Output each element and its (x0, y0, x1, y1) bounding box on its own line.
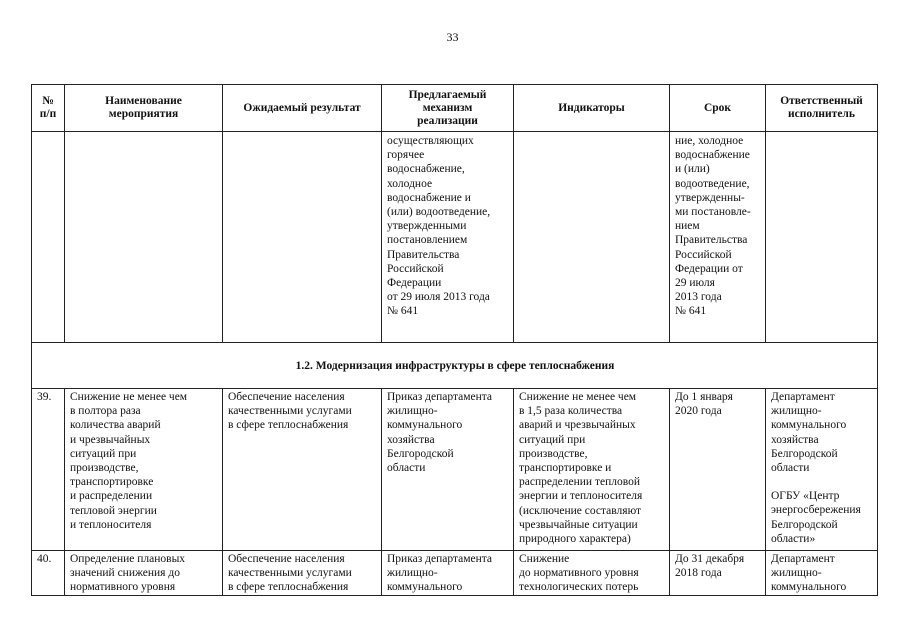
cell-indicators (514, 132, 670, 343)
cell-deadline: ние, холодное водоснабжение и (или) водоотведение, утвержденны- ми постановле- нием Правительства Российской Федерации от 29 июля 2013 года № 641 (670, 132, 766, 343)
cell-indicators: Снижение не менее чем в 1,5 раза количества аварий и чрезвычайных ситуаций при производстве, транспортировке и распределении тепловой энергии и теплоносителя (исключение составляют чрезвычайные ситуации природного характера) (514, 389, 670, 551)
cell-name (65, 132, 223, 343)
table-row (32, 389, 878, 551)
cell-result (223, 132, 382, 343)
page-number: 33 (446, 30, 459, 44)
cell-num (32, 132, 65, 343)
cell-executor (766, 389, 878, 551)
cell-mechanism: Приказ департамента жилищно- коммунального (382, 551, 514, 596)
cell-num: 40. (32, 551, 65, 596)
col-header-mechanism: Предлагаемый механизм реализации (382, 85, 514, 132)
header-row (32, 85, 878, 132)
col-header-indicators: Индикаторы (514, 85, 670, 132)
executor-secondary: ОГБУ «Центр энергосбережения Белгородской области» (771, 490, 861, 545)
cell-name: Определение плановых значений снижения до нормативного уровня (65, 551, 223, 596)
cell-result: Обеспечение населения качественными услугами в сфере теплоснабжения (223, 389, 382, 551)
section-title: 1.2. Модернизация инфраструктуры в сфере теплоснабжения (32, 343, 878, 389)
cell-indicators: Снижение до нормативного уровня технологических потерь (514, 551, 670, 596)
table-row (32, 551, 878, 596)
plan-table (31, 84, 878, 596)
cell-executor (766, 132, 878, 343)
cell-deadline: До 31 декабря 2018 года (670, 551, 766, 596)
cell-name: Снижение не менее чем в полтора раза количества аварий и чрезвычайных ситуаций при производстве, транспортировке и распределении тепловой энергии и теплоносителя (65, 389, 223, 551)
executor-primary: Департамент жилищно- коммунального хозяйства Белгородской области (771, 391, 847, 475)
continuation-row (32, 132, 878, 343)
cell-mechanism: осуществляющих горячее водоснабжение, холодное водоснабжение и (или) водоотведение, утвержденными постановлением Правительства Российской Федерации от 29 июля 2013 года № 641 (382, 132, 514, 343)
col-header-result: Ожидаемый результат (223, 85, 382, 132)
col-header-name: Наименование мероприятия (65, 85, 223, 132)
col-header-deadline: Срок (670, 85, 766, 132)
cell-executor: Департамент жилищно- коммунального (766, 551, 878, 596)
cell-mechanism: Приказ департамента жилищно- коммунального хозяйства Белгородской области (382, 389, 514, 551)
cell-result: Обеспечение населения качественными услугами в сфере теплоснабжения (223, 551, 382, 596)
col-header-number: № п/п (32, 85, 65, 132)
section-row (32, 343, 878, 389)
cell-deadline: До 1 января 2020 года (670, 389, 766, 551)
col-header-executor: Ответственный исполнитель (766, 85, 878, 132)
cell-num: 39. (32, 389, 65, 551)
